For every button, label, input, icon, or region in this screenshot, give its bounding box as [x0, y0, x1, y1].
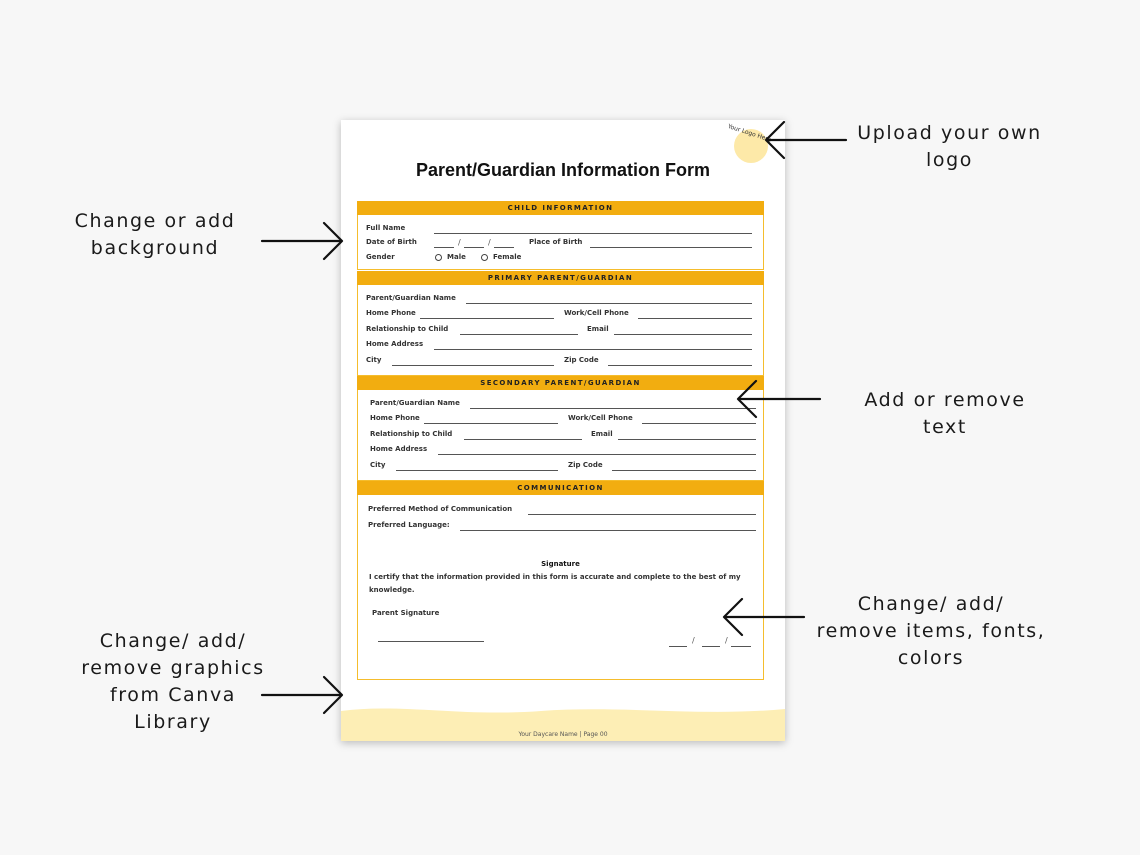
field-label: Work/Cell Phone	[568, 414, 633, 422]
callout-line: text	[923, 416, 967, 438]
arrow-right-icon	[262, 677, 342, 713]
field-label: Parent/Guardian Name	[366, 294, 456, 302]
callout-line: Upload your own	[857, 122, 1042, 144]
callout-line: Change/ add/	[99, 630, 247, 652]
date-slash: /	[458, 238, 461, 247]
field-label: Preferred Method of Communication	[368, 505, 513, 513]
signature-title: Signature	[541, 560, 580, 568]
arrow-left-icon	[724, 599, 804, 635]
logo-text: Your Logo Here	[726, 123, 773, 144]
field-label: Relationship to Child	[370, 430, 453, 438]
section-heading: SECONDARY PARENT/GUARDIAN	[357, 376, 764, 390]
section-heading: COMMUNICATION	[357, 481, 764, 495]
callout-line: Change or add	[74, 210, 236, 232]
callout-line: Library	[134, 711, 212, 733]
radio-label-female: Female	[493, 253, 522, 261]
field-label: Preferred Language:	[368, 521, 450, 529]
footer-text: Your Daycare Name | Page 00	[518, 731, 608, 738]
certify-statement: I certify that the information provided in this form is accurate and complete to the best of my knowledge.	[369, 573, 741, 594]
section-heading: CHILD INFORMATION	[357, 201, 764, 215]
callout-line: logo	[926, 149, 973, 171]
field-label: Home Address	[366, 340, 424, 348]
callout-line: Change/ add/	[857, 593, 1005, 615]
field-label: Parent/Guardian Name	[370, 399, 460, 407]
field-label: Full Name	[366, 224, 406, 232]
field-label: Relationship to Child	[366, 325, 449, 333]
field-label: Date of Birth	[366, 238, 417, 246]
field-label: City	[366, 356, 382, 364]
field-label: Gender	[366, 253, 395, 261]
section-heading: PRIMARY PARENT/GUARDIAN	[357, 271, 764, 285]
callout-line: Add or remove	[864, 389, 1026, 411]
field-label: Zip Code	[568, 461, 603, 469]
date-slash: /	[488, 238, 491, 247]
callout-line: colors	[897, 647, 965, 669]
arrow-left-icon	[738, 381, 820, 417]
field-label: Email	[591, 430, 613, 438]
parent-signature-label: Parent Signature	[372, 609, 440, 617]
field-label: City	[370, 461, 386, 469]
date-slash: /	[692, 636, 695, 645]
callout-line: background	[90, 237, 220, 259]
field-label: Home Phone	[366, 309, 416, 317]
arrow-right-icon	[262, 223, 342, 259]
field-label: Home Phone	[370, 414, 420, 422]
arrow-left-icon	[766, 122, 846, 158]
callout-line: from Canva	[109, 684, 237, 706]
field-label: Place of Birth	[529, 238, 583, 246]
callout-line: remove graphics	[81, 657, 265, 679]
callout-line: remove items, fonts,	[816, 620, 1046, 642]
date-slash: /	[725, 636, 728, 645]
page-title: Parent/Guardian Information Form	[415, 160, 711, 180]
radio-label-male: Male	[447, 253, 466, 261]
field-label: Home Address	[370, 445, 428, 453]
field-label: Zip Code	[564, 356, 599, 364]
field-label: Work/Cell Phone	[564, 309, 629, 317]
field-label: Email	[587, 325, 609, 333]
